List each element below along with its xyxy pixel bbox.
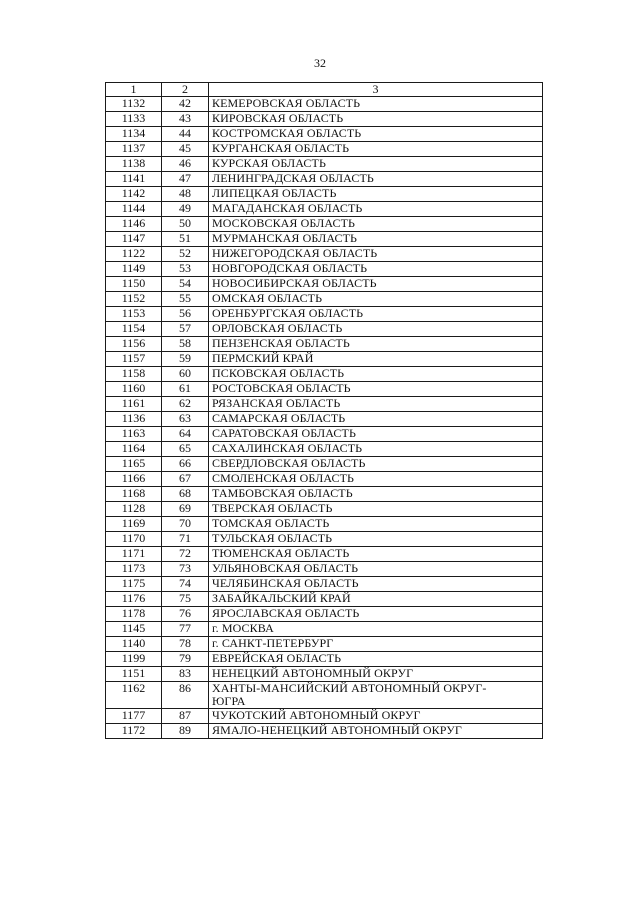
region-code-cell: 1175 <box>106 577 162 592</box>
region-number-cell: 48 <box>162 187 209 202</box>
region-code-cell: 1154 <box>106 322 162 337</box>
region-code-cell: 1138 <box>106 157 162 172</box>
region-number-cell: 51 <box>162 232 209 247</box>
region-number-cell: 55 <box>162 292 209 307</box>
region-name-cell: г. САНКТ-ПЕТЕРБУРГ <box>209 637 543 652</box>
region-name-cell: САХАЛИНСКАЯ ОБЛАСТЬ <box>209 442 543 457</box>
column-header-3: 3 <box>209 83 543 97</box>
table-row <box>106 382 543 397</box>
table-row <box>106 457 543 472</box>
region-name-cell: ТОМСКАЯ ОБЛАСТЬ <box>209 517 543 532</box>
region-name-cell: СВЕРДЛОВСКАЯ ОБЛАСТЬ <box>209 457 543 472</box>
table-row <box>106 217 543 232</box>
region-name-cell: РОСТОВСКАЯ ОБЛАСТЬ <box>209 382 543 397</box>
region-number-cell: 73 <box>162 562 209 577</box>
table-row <box>106 187 543 202</box>
region-name-cell: УЛЬЯНОВСКАЯ ОБЛАСТЬ <box>209 562 543 577</box>
region-code-cell: 1168 <box>106 487 162 502</box>
region-code-cell: 1153 <box>106 307 162 322</box>
table-row <box>106 397 543 412</box>
table-row <box>106 724 543 739</box>
region-code-cell: 1171 <box>106 547 162 562</box>
table-row <box>106 442 543 457</box>
region-code-cell: 1147 <box>106 232 162 247</box>
region-code-cell: 1176 <box>106 592 162 607</box>
region-name-cell: НЕНЕЦКИЙ АВТОНОМНЫЙ ОКРУГ <box>209 667 543 682</box>
table-row <box>106 547 543 562</box>
region-code-cell: 1128 <box>106 502 162 517</box>
region-number-cell: 77 <box>162 622 209 637</box>
region-name-cell: ЗАБАЙКАЛЬСКИЙ КРАЙ <box>209 592 543 607</box>
region-number-cell: 57 <box>162 322 209 337</box>
region-number-cell: 74 <box>162 577 209 592</box>
region-code-cell: 1140 <box>106 637 162 652</box>
region-name-cell: г. МОСКВА <box>209 622 543 637</box>
region-code-cell: 1157 <box>106 352 162 367</box>
region-number-cell: 42 <box>162 97 209 112</box>
region-number-cell: 60 <box>162 367 209 382</box>
region-code-cell: 1156 <box>106 337 162 352</box>
region-number-cell: 50 <box>162 217 209 232</box>
region-code-cell: 1172 <box>106 724 162 739</box>
region-name-cell: ЛЕНИНГРАДСКАЯ ОБЛАСТЬ <box>209 172 543 187</box>
region-code-cell: 1142 <box>106 187 162 202</box>
table-row <box>106 307 543 322</box>
table-row <box>106 142 543 157</box>
region-number-cell: 75 <box>162 592 209 607</box>
region-code-cell: 1122 <box>106 247 162 262</box>
table-row <box>106 172 543 187</box>
table-row <box>106 247 543 262</box>
column-header-2: 2 <box>162 83 209 97</box>
table-header <box>106 83 543 97</box>
table-row <box>106 337 543 352</box>
region-name-cell: ХАНТЫ-МАНСИЙСКИЙ АВТОНОМНЫЙ ОКРУГ- ЮГРА <box>209 682 543 709</box>
region-number-cell: 87 <box>162 709 209 724</box>
region-number-cell: 72 <box>162 547 209 562</box>
table-row <box>106 262 543 277</box>
table-row <box>106 412 543 427</box>
table-row <box>106 427 543 442</box>
region-code-cell: 1162 <box>106 682 162 709</box>
table-row <box>106 652 543 667</box>
region-code-cell: 1137 <box>106 142 162 157</box>
region-number-cell: 63 <box>162 412 209 427</box>
table-row <box>106 127 543 142</box>
region-code-cell: 1173 <box>106 562 162 577</box>
region-name-cell: ЛИПЕЦКАЯ ОБЛАСТЬ <box>209 187 543 202</box>
table-row <box>106 607 543 622</box>
region-number-cell: 49 <box>162 202 209 217</box>
region-code-cell: 1169 <box>106 517 162 532</box>
region-name-cell: КУРСКАЯ ОБЛАСТЬ <box>209 157 543 172</box>
region-number-cell: 52 <box>162 247 209 262</box>
region-number-cell: 64 <box>162 427 209 442</box>
region-code-cell: 1134 <box>106 127 162 142</box>
region-code-cell: 1177 <box>106 709 162 724</box>
region-name-cell: ЕВРЕЙСКАЯ ОБЛАСТЬ <box>209 652 543 667</box>
region-name-cell: НОВГОРОДСКАЯ ОБЛАСТЬ <box>209 262 543 277</box>
table-body <box>106 97 543 739</box>
table-row <box>106 667 543 682</box>
region-number-cell: 59 <box>162 352 209 367</box>
region-code-cell: 1144 <box>106 202 162 217</box>
region-code-cell: 1178 <box>106 607 162 622</box>
region-code-cell: 1166 <box>106 472 162 487</box>
region-number-cell: 44 <box>162 127 209 142</box>
region-number-cell: 89 <box>162 724 209 739</box>
region-code-cell: 1158 <box>106 367 162 382</box>
region-number-cell: 71 <box>162 532 209 547</box>
region-number-cell: 67 <box>162 472 209 487</box>
region-code-cell: 1199 <box>106 652 162 667</box>
table-row <box>106 232 543 247</box>
table-row <box>106 592 543 607</box>
region-number-cell: 76 <box>162 607 209 622</box>
region-number-cell: 61 <box>162 382 209 397</box>
table-row <box>106 322 543 337</box>
region-code-cell: 1146 <box>106 217 162 232</box>
region-name-cell: МУРМАНСКАЯ ОБЛАСТЬ <box>209 232 543 247</box>
region-number-cell: 86 <box>162 682 209 709</box>
table-row <box>106 112 543 127</box>
table-row <box>106 97 543 112</box>
region-name-cell: САМАРСКАЯ ОБЛАСТЬ <box>209 412 543 427</box>
region-name-cell: ОРЛОВСКАЯ ОБЛАСТЬ <box>209 322 543 337</box>
region-number-cell: 66 <box>162 457 209 472</box>
region-name-cell: ТЮМЕНСКАЯ ОБЛАСТЬ <box>209 547 543 562</box>
table-row <box>106 367 543 382</box>
region-code-cell: 1145 <box>106 622 162 637</box>
region-name-cell: ПЕНЗЕНСКАЯ ОБЛАСТЬ <box>209 337 543 352</box>
regions-table <box>105 82 543 739</box>
region-name-cell: КИРОВСКАЯ ОБЛАСТЬ <box>209 112 543 127</box>
region-name-cell: ОМСКАЯ ОБЛАСТЬ <box>209 292 543 307</box>
region-name-cell: МОСКОВСКАЯ ОБЛАСТЬ <box>209 217 543 232</box>
table-row <box>106 682 543 709</box>
table-row <box>106 202 543 217</box>
region-number-cell: 70 <box>162 517 209 532</box>
region-name-cell: ЯМАЛО-НЕНЕЦКИЙ АВТОНОМНЫЙ ОКРУГ <box>209 724 543 739</box>
region-number-cell: 65 <box>162 442 209 457</box>
region-code-cell: 1161 <box>106 397 162 412</box>
table-row <box>106 517 543 532</box>
region-code-cell: 1151 <box>106 667 162 682</box>
region-code-cell: 1149 <box>106 262 162 277</box>
region-name-cell: ПЕРМСКИЙ КРАЙ <box>209 352 543 367</box>
table-row <box>106 562 543 577</box>
table-row <box>106 352 543 367</box>
region-number-cell: 79 <box>162 652 209 667</box>
page-number: 32 <box>314 56 326 70</box>
region-name-cell: СМОЛЕНСКАЯ ОБЛАСТЬ <box>209 472 543 487</box>
region-name-cell: САРАТОВСКАЯ ОБЛАСТЬ <box>209 427 543 442</box>
region-code-cell: 1133 <box>106 112 162 127</box>
region-number-cell: 45 <box>162 142 209 157</box>
region-number-cell: 56 <box>162 307 209 322</box>
region-code-cell: 1141 <box>106 172 162 187</box>
region-number-cell: 47 <box>162 172 209 187</box>
region-name-cell: ТАМБОВСКАЯ ОБЛАСТЬ <box>209 487 543 502</box>
region-code-cell: 1160 <box>106 382 162 397</box>
region-name-cell: ЧЕЛЯБИНСКАЯ ОБЛАСТЬ <box>209 577 543 592</box>
region-name-cell: МАГАДАНСКАЯ ОБЛАСТЬ <box>209 202 543 217</box>
region-number-cell: 53 <box>162 262 209 277</box>
region-number-cell: 83 <box>162 667 209 682</box>
region-name-cell: ЯРОСЛАВСКАЯ ОБЛАСТЬ <box>209 607 543 622</box>
region-name-cell: КЕМЕРОВСКАЯ ОБЛАСТЬ <box>209 97 543 112</box>
region-code-cell: 1165 <box>106 457 162 472</box>
region-number-cell: 62 <box>162 397 209 412</box>
region-name-cell: ТВЕРСКАЯ ОБЛАСТЬ <box>209 502 543 517</box>
table-row <box>106 637 543 652</box>
region-code-cell: 1170 <box>106 532 162 547</box>
region-number-cell: 69 <box>162 502 209 517</box>
table-row <box>106 622 543 637</box>
table-row <box>106 157 543 172</box>
table-row <box>106 487 543 502</box>
region-name-cell: КУРГАНСКАЯ ОБЛАСТЬ <box>209 142 543 157</box>
table-row <box>106 292 543 307</box>
header-row <box>106 83 543 97</box>
region-code-cell: 1150 <box>106 277 162 292</box>
table-row <box>106 532 543 547</box>
column-header-1: 1 <box>106 83 162 97</box>
region-number-cell: 68 <box>162 487 209 502</box>
region-name-cell: ОРЕНБУРГСКАЯ ОБЛАСТЬ <box>209 307 543 322</box>
table-row <box>106 472 543 487</box>
region-name-cell: ЧУКОТСКИЙ АВТОНОМНЫЙ ОКРУГ <box>209 709 543 724</box>
table-row <box>106 577 543 592</box>
region-number-cell: 46 <box>162 157 209 172</box>
region-number-cell: 78 <box>162 637 209 652</box>
region-code-cell: 1164 <box>106 442 162 457</box>
region-number-cell: 54 <box>162 277 209 292</box>
region-code-cell: 1132 <box>106 97 162 112</box>
table-row <box>106 277 543 292</box>
region-code-cell: 1136 <box>106 412 162 427</box>
region-number-cell: 58 <box>162 337 209 352</box>
region-name-cell: ТУЛЬСКАЯ ОБЛАСТЬ <box>209 532 543 547</box>
table-row <box>106 502 543 517</box>
region-code-cell: 1163 <box>106 427 162 442</box>
region-name-cell: РЯЗАНСКАЯ ОБЛАСТЬ <box>209 397 543 412</box>
region-number-cell: 43 <box>162 112 209 127</box>
table-row <box>106 709 543 724</box>
region-code-cell: 1152 <box>106 292 162 307</box>
region-name-cell: НИЖЕГОРОДСКАЯ ОБЛАСТЬ <box>209 247 543 262</box>
region-name-cell: КОСТРОМСКАЯ ОБЛАСТЬ <box>209 127 543 142</box>
region-name-cell: ПСКОВСКАЯ ОБЛАСТЬ <box>209 367 543 382</box>
region-name-cell: НОВОСИБИРСКАЯ ОБЛАСТЬ <box>209 277 543 292</box>
